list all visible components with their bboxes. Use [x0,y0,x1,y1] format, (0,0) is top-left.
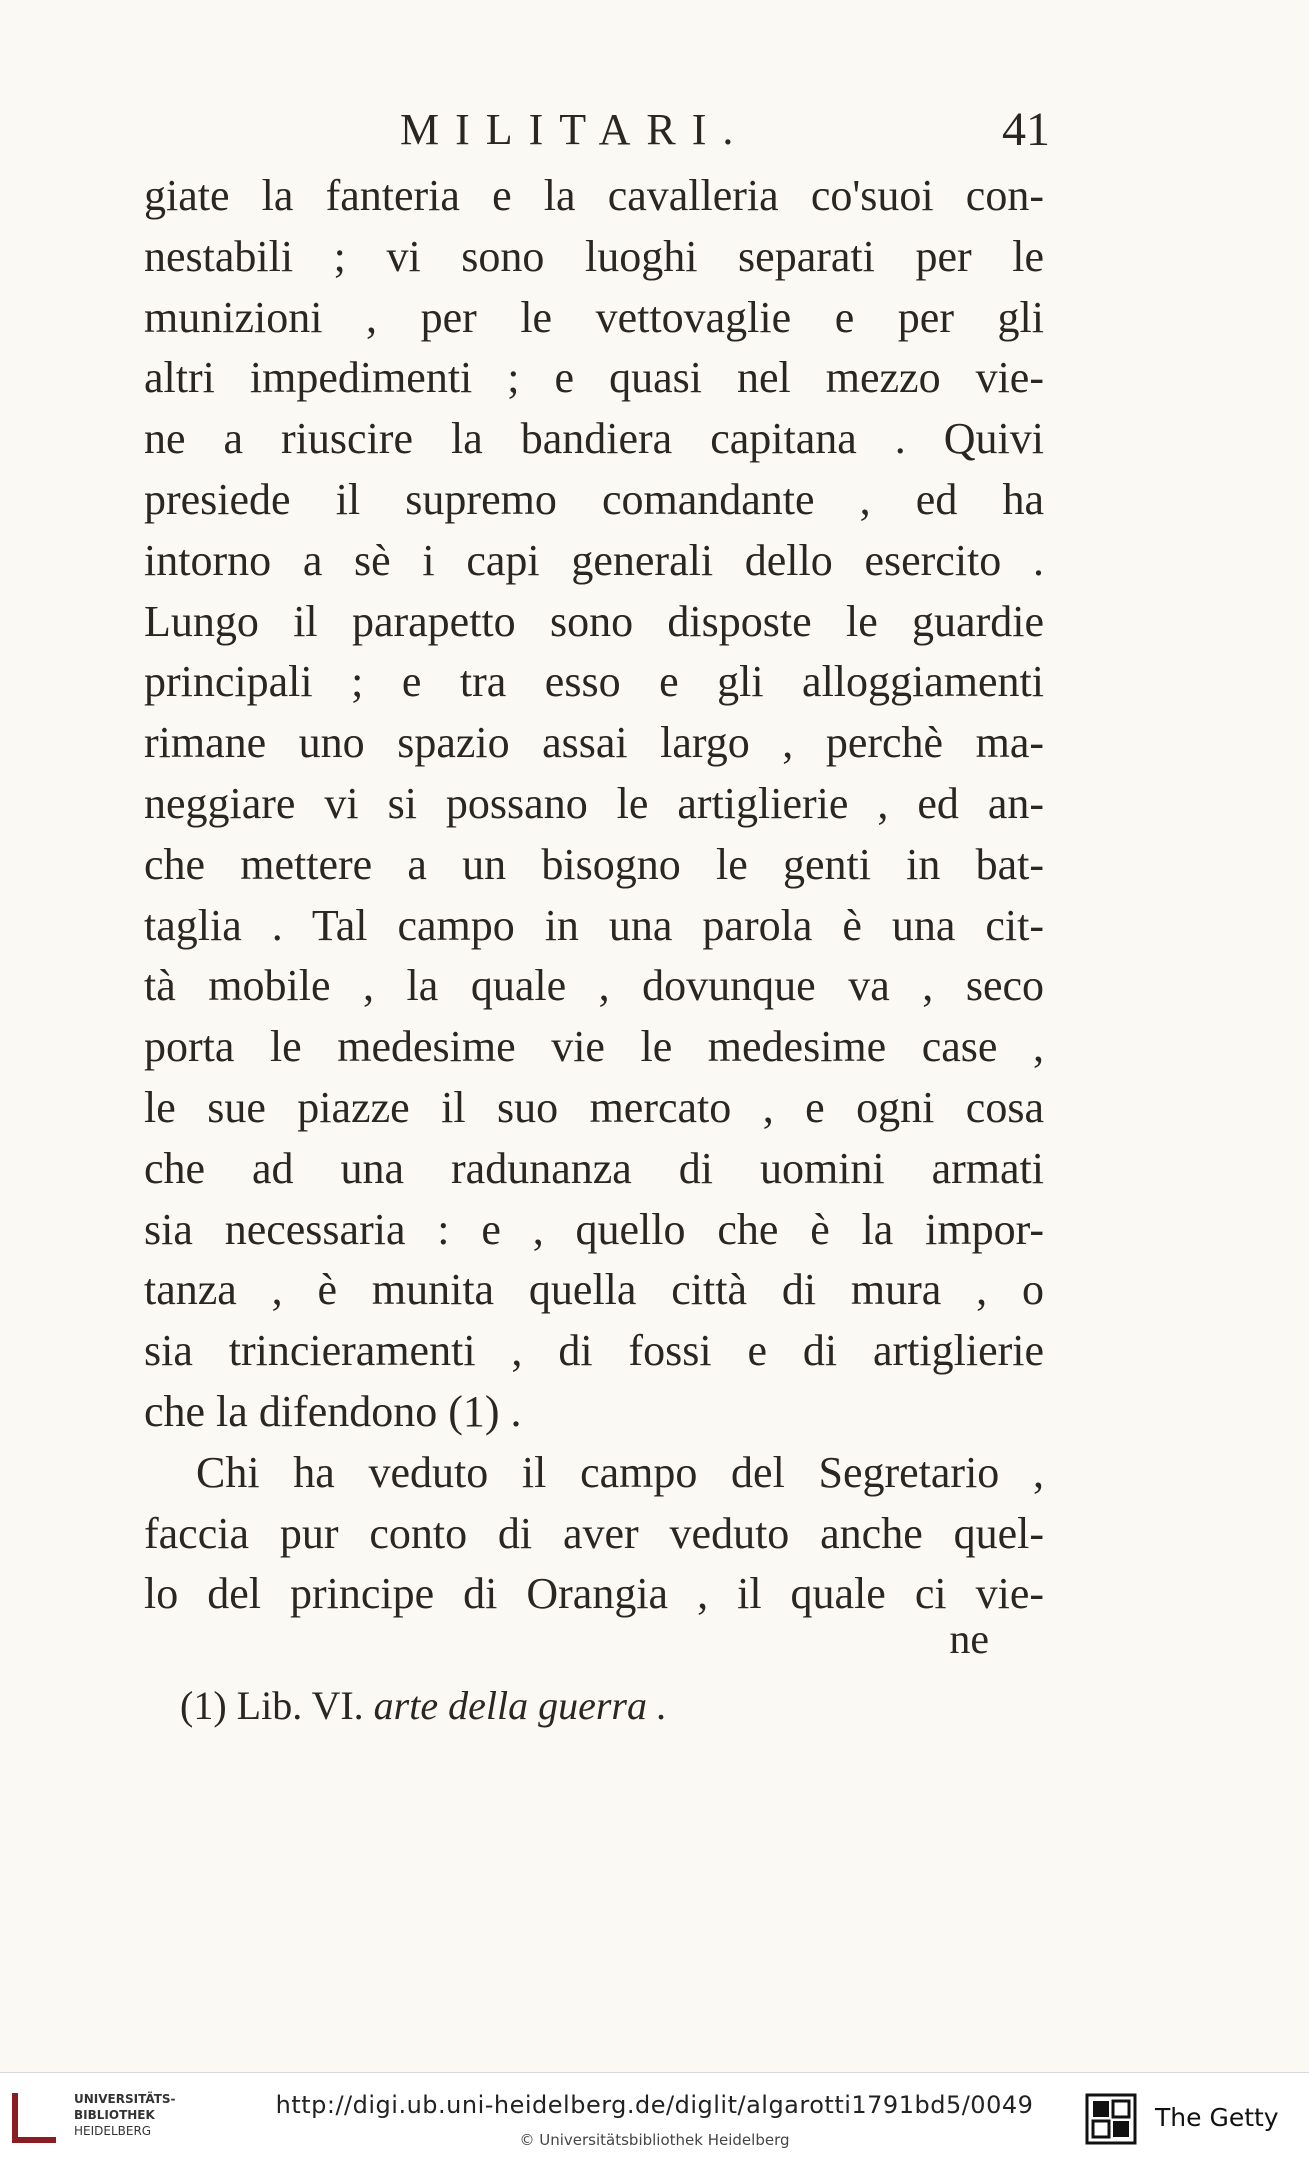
text-line: rimane uno spazio assai largo , perchè ma- [144,718,1044,768]
text-line: faccia pur conto di aver veduto anche quel- [144,1508,1044,1558]
page-header [400,100,1050,160]
body-text [144,166,1044,1625]
footnote-marker: (1) Lib. VI. [180,1683,364,1728]
copyright-notice: © Universitätsbibliothek Heidelberg [519,2131,790,2149]
text-line: porta le medesime vie le medesime case , [144,1022,1044,1072]
text-line: sia necessaria : e , quello che è la impor- [144,1204,1044,1254]
text-line: neggiare vi si possano le artiglierie , ed an- [144,778,1044,828]
text-line: altri impedimenti ; e quasi nel mezzo vie- [144,353,1044,403]
catchword: ne [949,1617,989,1663]
ub-logo-text: UNIVERSITÄTS- BIBLIOTHEK HEIDELBERG [74,2092,176,2138]
getty-logo-icon [1085,2093,1137,2145]
footnote-text: arte della guerra . [373,1683,667,1728]
text-line: sia trincieramenti , di fossi e di artiglierie [144,1326,1044,1376]
text-line: principali ; e tra esso e gli alloggiamenti [144,657,1044,707]
text-line: Lungo il parapetto sono disposte le guardie [144,596,1044,646]
text-line: le sue piazze il suo mercato , e ogni cosa [144,1082,1044,1132]
text-line: ne a riuscire la bandiera capitana . Quivi [144,414,1044,464]
getty-name: The Getty [1155,2103,1279,2132]
paragraph-start-line: Chi ha veduto il campo del Segretario , [196,1447,1044,1497]
getty-logo[interactable] [1085,2093,1285,2145]
text-line: munizioni , per le vettovaglie e per gli [144,292,1044,342]
running-title: MILITARI. [400,105,750,154]
text-line: tà mobile , la quale , dovunque va , seco [144,961,1044,1011]
document-url-link[interactable]: http://digi.ub.uni-heidelberg.de/diglit/algarotti1791bd5/0049 [275,2091,1034,2119]
footnote [180,1676,667,1736]
text-line: nestabili ; vi sono luoghi separati per le [144,231,1044,281]
text-line: lo del principe di Orangia , il quale ci vie- [144,1569,1044,1619]
text-line: giate la fanteria e la cavalleria co'suoi con- [144,171,1044,220]
text-line: intorno a sè i capi generali dello esercito . [144,535,1044,585]
text-line: tanza , è munita quella città di mura , o [144,1265,1044,1315]
page-number: 41 [1002,103,1050,156]
text-line: che ad una radunanza di uomini armati [144,1143,1044,1193]
catchword-row [144,1610,989,1670]
text-line: taglia . Tal campo in una parola è una cit- [144,900,1044,950]
viewer-footer [0,2072,1309,2161]
text-line: presiede il supremo comandante , ed ha [144,474,1044,524]
text-line: che la difendono (1) . [144,1386,522,1436]
text-line: che mettere a un bisogno le genti in bat- [144,839,1044,889]
